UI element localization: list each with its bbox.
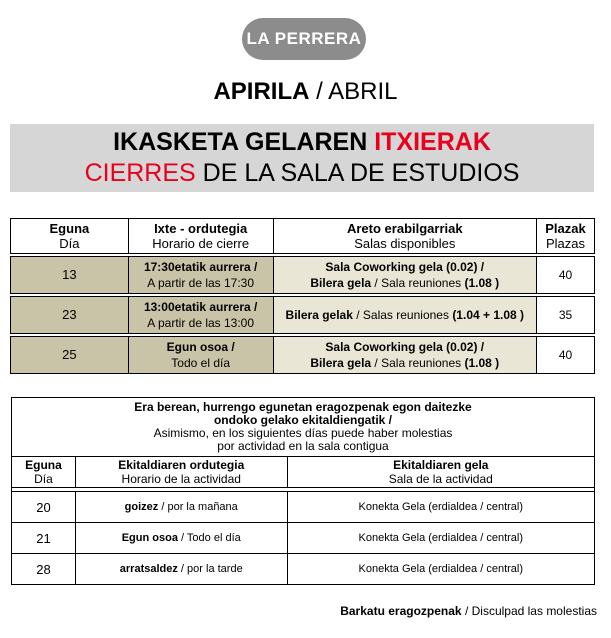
- month-separator: /: [309, 78, 329, 105]
- closure-places: 40: [537, 257, 595, 294]
- closures-banner: [10, 124, 594, 192]
- banner-line-eu: [10, 127, 594, 158]
- header-places: Plazak Plazas: [537, 219, 595, 254]
- header-available-rooms: Areto erabilgarriak Salas disponibles: [273, 219, 536, 254]
- event-day: 21: [12, 523, 76, 554]
- closure-time: Egun osoa / Todo el día: [128, 337, 273, 374]
- events-notice: Era berean, hurrengo egunetan eragozpenak egon daitezke ondoko gelako ekitaldiengatik / Asimismo, en los siguientes días puede haber molestias por actividad en la sala contigua: [12, 398, 595, 457]
- table-row: [12, 492, 595, 523]
- closures-header-row: [11, 219, 595, 254]
- header-day: Eguna Día: [11, 219, 129, 254]
- banner-es-highlight: CIERRES: [84, 159, 196, 187]
- table-row: [11, 257, 595, 294]
- la-perrera-logo: LA PERRERA: [242, 18, 366, 60]
- event-room: Konekta Gela (erdialdea / central): [287, 523, 594, 554]
- closure-rooms: Sala Coworking gela (0.02) / Bilera gela / Sala reuniones (1.08 ): [273, 337, 536, 374]
- event-room: Konekta Gela (erdialdea / central): [287, 554, 594, 585]
- table-row: [11, 337, 595, 374]
- banner-eu-highlight: ITXIERAK: [374, 128, 491, 156]
- closure-day: 13: [11, 257, 129, 294]
- event-time: goizez / por la mañana: [75, 492, 287, 523]
- month-es: ABRIL: [328, 78, 398, 105]
- events-header-row: [12, 457, 595, 488]
- closure-time: 13:00etatik aurrera / A partir de las 13:00: [128, 297, 273, 334]
- events-header-day: Eguna Día: [12, 457, 76, 488]
- closure-day: 23: [11, 297, 129, 334]
- table-row: [11, 297, 595, 334]
- closure-rooms: Bilera gelak / Salas reuniones (1.04 + 1.08 ): [273, 297, 536, 334]
- events-header-room: Ekitaldiaren gela Sala de la actividad: [287, 457, 594, 488]
- banner-es-text: DE LA SALA DE ESTUDIOS: [195, 159, 520, 187]
- month-title: [0, 78, 611, 106]
- event-time: arratsaldez / por la tarde: [75, 554, 287, 585]
- table-row: [12, 523, 595, 554]
- events-table: [11, 397, 595, 585]
- header-closing-time: Ixte - ordutegia Horario de cierre: [128, 219, 273, 254]
- event-day: 28: [12, 554, 76, 585]
- footer-apology: Barkatu eragozpenak / Disculpad las molestias: [340, 604, 597, 618]
- closures-table: [10, 218, 595, 374]
- events-header-time: Ekitaldiaren ordutegia Horario de la actividad: [75, 457, 287, 488]
- event-room: Konekta Gela (erdialdea / central): [287, 492, 594, 523]
- event-day: 20: [12, 492, 76, 523]
- banner-eu-text: IKASKETA GELAREN: [113, 128, 375, 156]
- table-row: [12, 554, 595, 585]
- closure-places: 40: [537, 337, 595, 374]
- banner-line-es: [10, 158, 594, 189]
- month-eu: APIRILA: [213, 78, 310, 105]
- closure-rooms: Sala Coworking gela (0.02) / Bilera gela / Sala reuniones (1.08 ): [273, 257, 536, 294]
- event-time: Egun osoa / Todo el día: [75, 523, 287, 554]
- closure-time: 17:30etatik aurrera / A partir de las 17:30: [128, 257, 273, 294]
- closure-day: 25: [11, 337, 129, 374]
- closure-places: 35: [537, 297, 595, 334]
